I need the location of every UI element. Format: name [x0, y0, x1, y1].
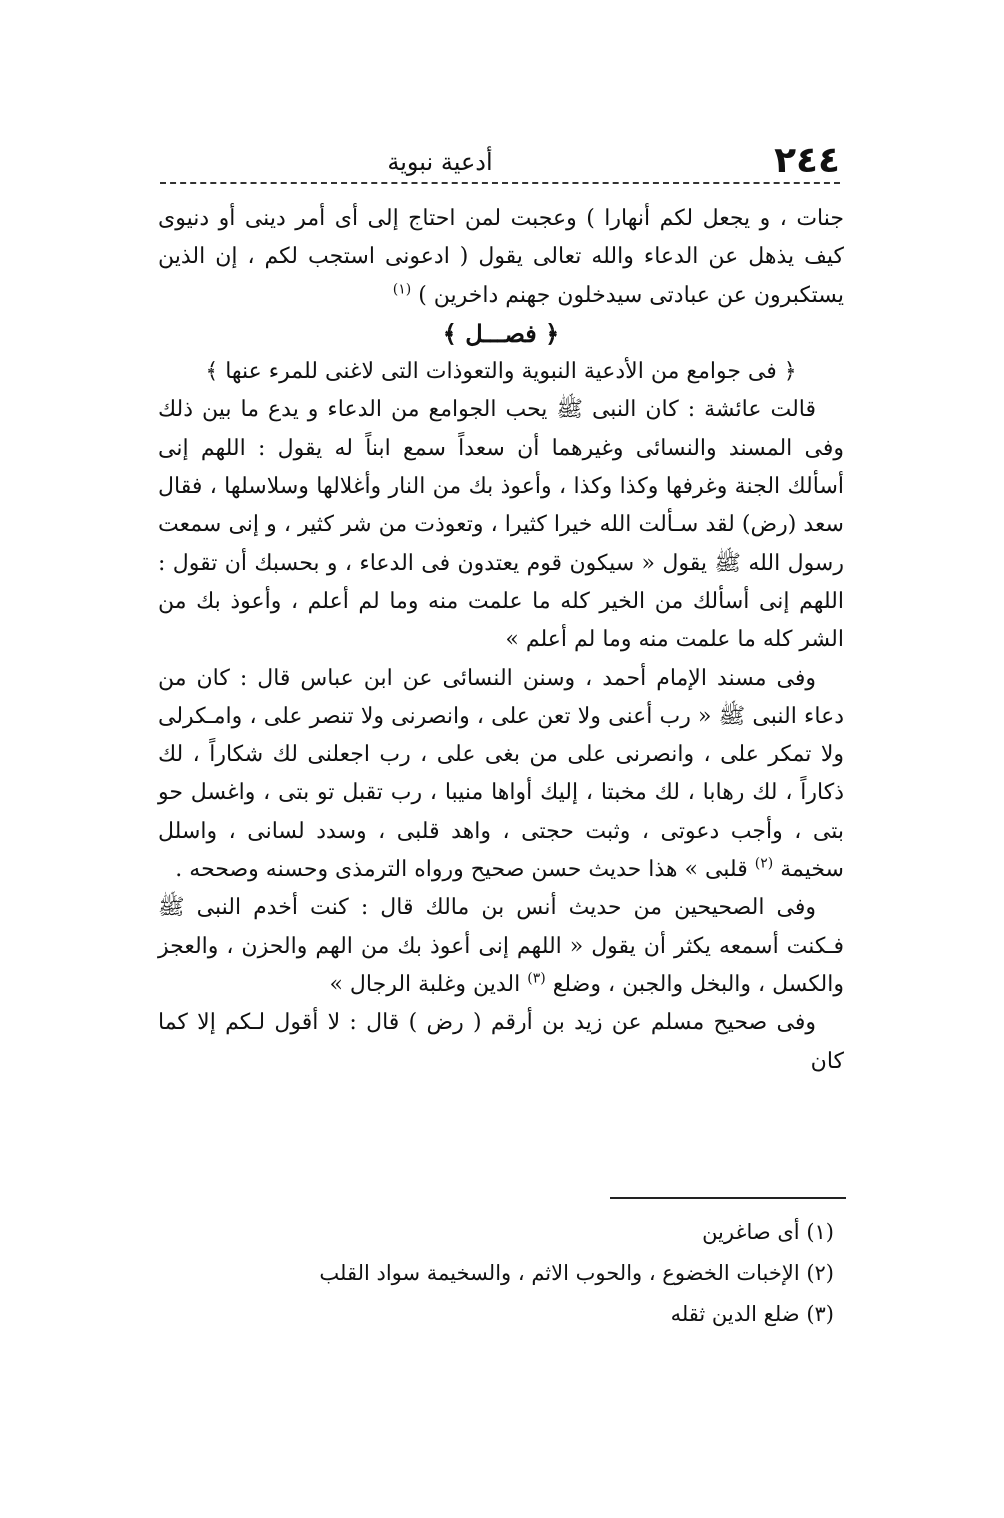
- page-body: [158, 200, 844, 1081]
- paragraph-3-text-a: وفى مسند الإمام أحمد ، وسنن النسائى عن ابن عباس قال : كان من دعاء النبى ﷺ « رب أعنى ولا تعن على ، وانصرنى ولا تنصر على ، وامـكرلى ولا تمكر على ، وانصرنى على من بغى على ، رب اجعلنى لك شكاراً ، لك ذكاراً ، لك رهابا ، لك مخبتا ، إليك أواها منيبا ، رب تقبل تو بتى ، واغسل حو بتى ، وأجب دعوتى ، وثبت حجتى ، واهد قلبى ، وسدد لسانى ، واسلل سخيمة: [158, 665, 844, 883]
- footnotes: [158, 1212, 844, 1335]
- paragraph-4-text-b: الدين وغلبة الرجال »: [329, 971, 521, 997]
- paragraph-4-text-a: وفى الصحيحين من حديث أنس بن مالك قال : كنت أخدم النبى ﷺ فـكنت أسمعه يكثر أن يقول « اللهم إنى أعوذ بك من الهم والحزن ، والعجز والكسل ، والبخل والجبن ، وضلع: [158, 895, 844, 997]
- paragraph-4: [158, 889, 844, 1004]
- paragraph-3: [158, 660, 844, 890]
- footnote-2: (٢) الإخبات الخضوع ، والحوب الاثم ، والسخيمة سواد القلب: [319, 1261, 834, 1285]
- section-heading: ﴿ فصـــل ﴾: [442, 318, 560, 348]
- paragraph-5: وفى صحيح مسلم عن زيد بن أرقم ( رض ) قال : لا أقول لـكم إلا كما كان: [158, 1010, 844, 1074]
- running-title: أدعية نبوية: [387, 148, 493, 176]
- paragraph-3-text-b: قلبى » هذا حديث حسن صحيح ورواه الترمذى وحسنه وصححه .: [175, 857, 748, 883]
- paragraph-2: قالت عائشة : كان النبى ﷺ يحب الجوامع من الدعاء و يدع ما بين ذلك وفى المسند والنسائى وغيرهما أن سعداً سمع ابناً له يقول : اللهم إنى أسألك الجنة وغرفها وكذا وكذا ، وأعوذ بك من النار وأغلالها وسلاسلها ، فقال سعد (رض) لقد سـألت الله خيرا كثيرا ، وتعوذت من شر كثير ، و إنى سمعت رسول الله ﷺ يقول « سيكون قوم يعتدون فى الدعاء ، و بحسبك أن تقول : اللهم إنى أسألك من الخير كله ما علمت منه وما لم أعلم ، وأعوذ بك من الشر كله ما علمت منه وما لم أعلم »: [158, 397, 844, 653]
- paragraph-1-text: جنات ، و يجعل لكم أنهارا ) وعجبت لمن احتاج إلى أى أمر دينى أو دنيوى كيف يذهل عن الدعاء والله تعالى يقول ( ادعونى استجب لكم ، إن الذين يستكبرون عن عبادتى سيدخلون جهنم داخرين ): [158, 206, 844, 308]
- footnote-ref-2: (٢): [754, 855, 774, 872]
- footnote-divider: [610, 1197, 846, 1199]
- header-divider: [160, 182, 840, 184]
- footnote-3: (٣) ضلع الدين ثقله: [670, 1302, 834, 1326]
- footnote-ref-1: (١): [392, 281, 412, 298]
- footnote-1: (١) أى صاغرين: [702, 1220, 834, 1244]
- footnote-ref-3: (٣): [527, 970, 546, 987]
- page-number: ٢٤٤: [774, 140, 840, 181]
- paragraph-1: [158, 200, 844, 315]
- section-subtitle: ﴿ فى جوامع من الأدعية النبوية والتعوذات التى لاغنى للمرء عنها ﴾: [205, 359, 797, 385]
